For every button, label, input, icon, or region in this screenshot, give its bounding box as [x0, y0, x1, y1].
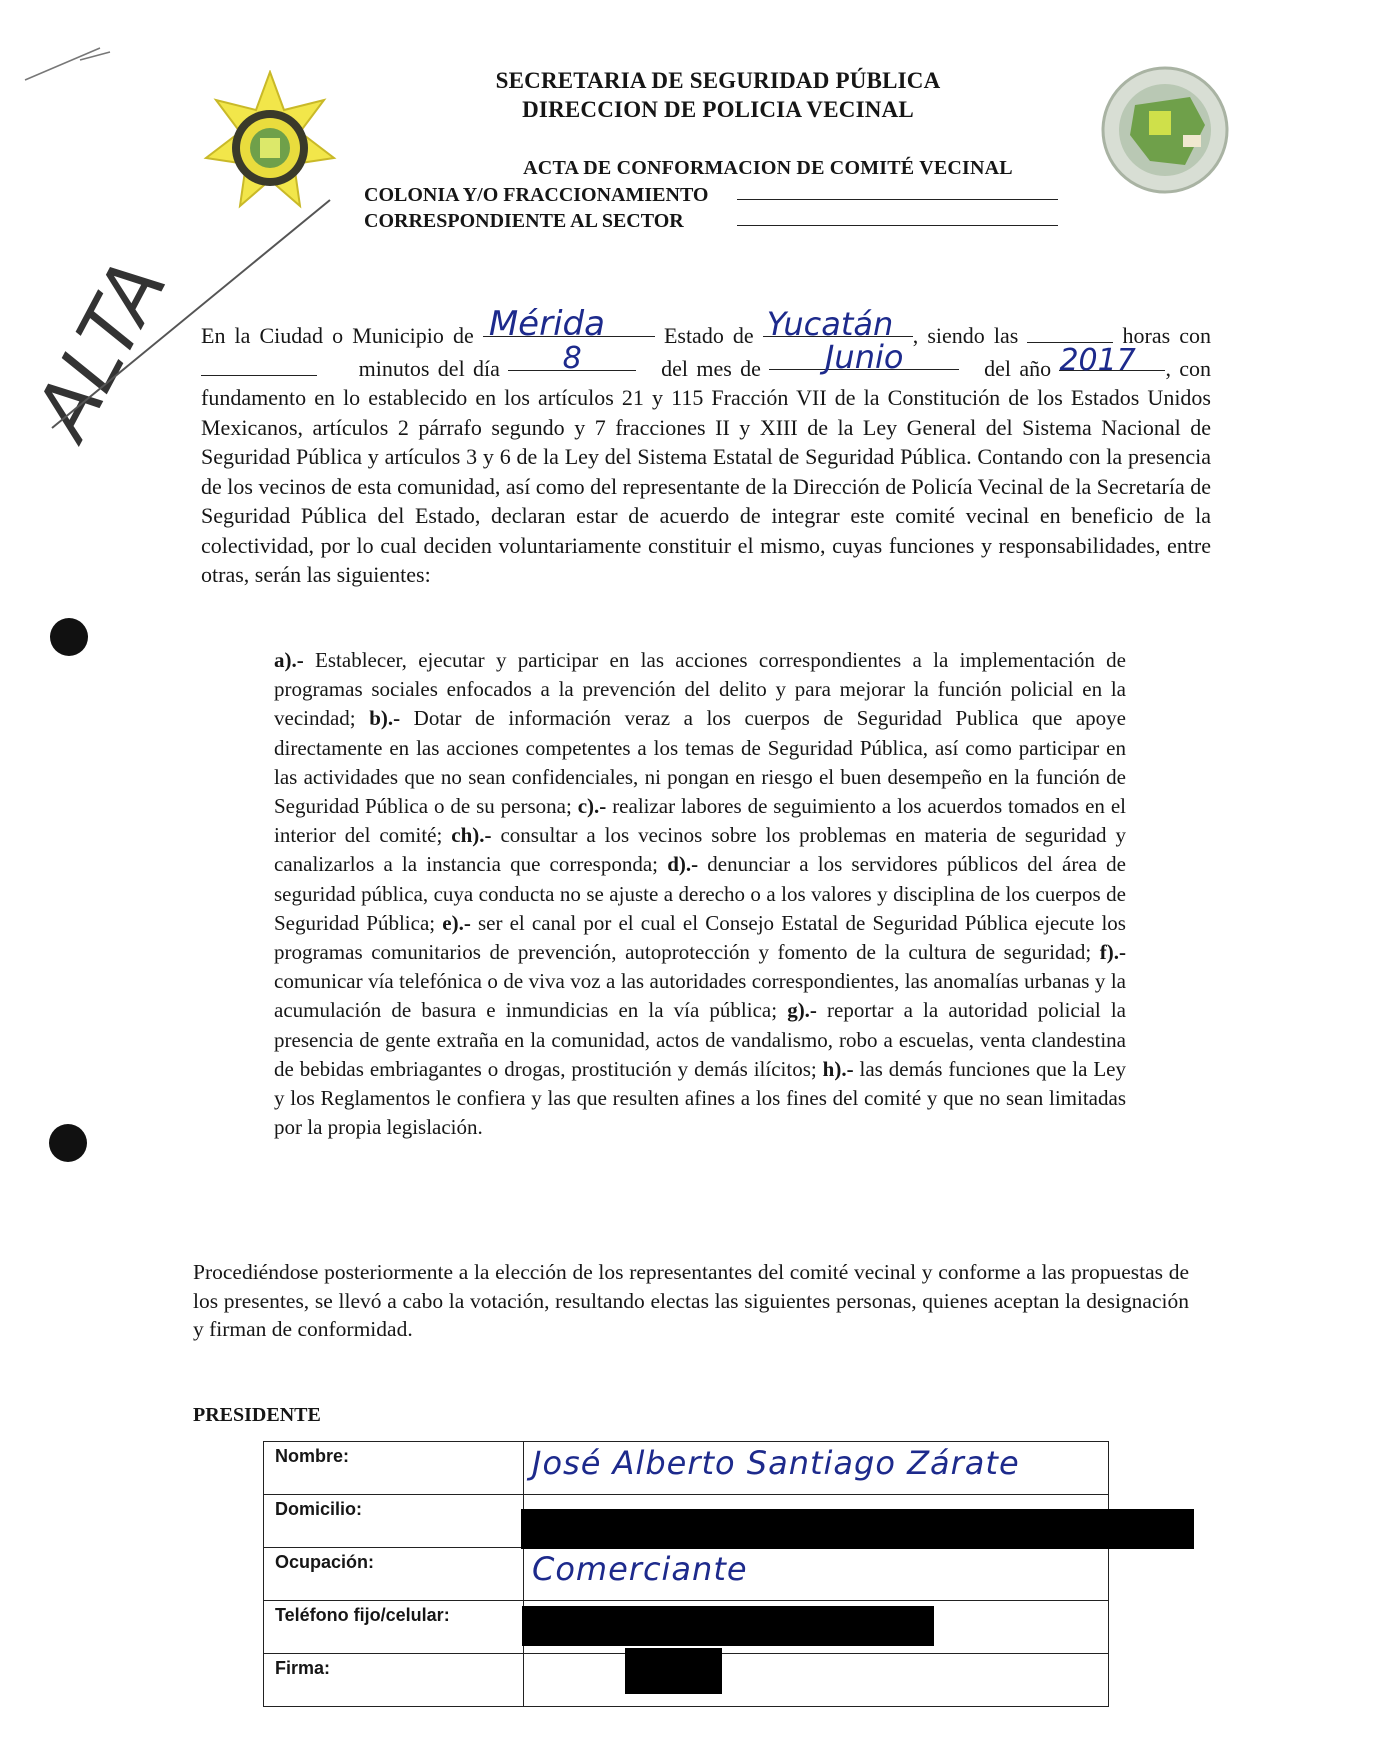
intro-text-6: del mes de [661, 355, 761, 381]
function-g-letter: g).- [787, 998, 817, 1023]
redaction-firma [625, 1648, 722, 1694]
nombre-value: José Alberto Santiago Zárate [532, 1444, 1020, 1482]
function-c-letter: c).- [577, 794, 607, 819]
header-secretaria: SECRETARIA DE SEGURIDAD PÚBLICA [495, 68, 941, 93]
acta-title: ACTA DE CONFORMACION DE COMITÉ VECINAL [523, 157, 1013, 179]
mes-value: Junio [824, 337, 904, 376]
function-c-text: realizar labores de seguimiento a los acuerdos tomados en el interior del comité; [274, 794, 1126, 848]
header-direccion: DIRECCION DE POLICIA VECINAL [522, 97, 914, 122]
function-h-text: las demás funciones que la Ley y los Reglamentos le confiera y las que resulten afines a los fines del comité y que no sean limitadas por la propia legislación. [274, 1056, 1126, 1140]
sector-label: CORRESPONDIENTE AL SECTOR [364, 210, 684, 232]
dia-value: 8 [562, 340, 582, 376]
sector-blank [737, 225, 1058, 226]
intro-text-1: En la Ciudad o Municipio de [201, 323, 474, 348]
functions-block [274, 646, 1126, 1142]
table-row [264, 1442, 1109, 1495]
function-g-text: reportar a la autoridad policial la presencia de gente extraña en la comunidad, actos de vandalismo, robo a escuelas, venta clandestina de bebidas embriagantes o drogas, prostitución y demás ilícitos; [274, 998, 1126, 1081]
colonia-blank [737, 199, 1058, 200]
function-ch-text: consultar a los vecinos sobre los problemas en materia de seguridad y canalizarlos a la instancia que corresponda; [274, 823, 1126, 877]
ocupacion-field[interactable] [524, 1548, 1109, 1601]
intro-text-8: , con fundamento en lo establecido en los artículos 21 y 115 Fracción VII de la Constitución de los Estados Unidos Mexicanos, artículos 2 párrafo segundo y 7 fracciones II y XIII de la Ley General del Sistema Nacional de Seguridad Pública y artículos 3 y 6 de la Ley del Sistema Estatal de Seguridad Pública. Contando con la presencia de los vecinos de esta comunidad, así como del representante de la Dirección de Policía Vecinal de la Secretaría de Seguridad Pública del Estado, declaran estar de acuerdo de integrar este comité vecinal en beneficio de la colectividad, por lo cual deciden voluntariamente constituir el mismo, cuyas funciones y responsabilidades, entre otras, serán las siguientes: [201, 355, 1212, 587]
firma-field[interactable] [524, 1654, 1109, 1707]
presidente-heading: PRESIDENTE [193, 1404, 321, 1426]
intro-text-4: horas con [1122, 323, 1212, 348]
firma-label: Firma: [264, 1654, 524, 1707]
estado-value: Yucatán [766, 305, 894, 343]
function-a-text: Establecer, ejecutar y participar en las acciones correspondientes a la implementación de programas sociales enfocados a la prevención del delito y para mejorar la función policial en la vecindad; [274, 648, 1126, 731]
function-a-letter: a).- [274, 648, 304, 672]
intro-text-2: Estado de [663, 323, 754, 348]
function-d-text: denunciar a los servidores públicos del área de seguridad pública, cuya conducta no se ajuste a derecho o a los valores y disciplina de los cuerpos de Seguridad Pública; [274, 852, 1126, 935]
nombre-label: Nombre: [264, 1442, 524, 1495]
function-f-text: comunicar vía telefónica o de viva voz a las autoridades correspondientes, las anomalías urbanas y la acumulación de basura e inmundicias en la vía pública; [274, 969, 1126, 1023]
function-e-text: ser el canal por el cual el Consejo Estatal de Seguridad Pública ejecute los programas comunitarios de prevención, autoprotección y fomento de la cultura de seguridad; [274, 910, 1126, 965]
punch-hole-top [50, 618, 88, 656]
redaction-telefono [522, 1606, 934, 1646]
function-h-letter: h).- [822, 1056, 854, 1081]
intro-text-3: , siendo las [912, 323, 1019, 348]
ocupacion-label: Ocupación: [264, 1548, 524, 1601]
closing-paragraph: Procediéndose posteriormente a la elección de los representantes del comité vecinal y conforme a las propuestas de los presentes, se llevó a cabo la votación, resultando electas las siguientes personas, quienes aceptan la designación y firman de conformidad. [193, 1260, 1189, 1341]
intro-text-7: del año [984, 355, 1052, 381]
redaction-domicilio [521, 1509, 1194, 1549]
intro-text-5: minutos del día [358, 355, 500, 381]
punch-hole-bottom [49, 1124, 87, 1162]
anio-value: 2017 [1059, 342, 1136, 378]
function-d-letter: d).- [667, 852, 699, 877]
intro-paragraph [201, 304, 1212, 590]
function-ch-letter: ch).- [451, 823, 492, 848]
function-b-letter: b).- [369, 706, 401, 731]
colonia-label: COLONIA Y/O FRACCIONAMIENTO [364, 184, 709, 206]
domicilio-label: Domicilio: [264, 1495, 524, 1548]
function-e-letter: e).- [442, 910, 471, 935]
function-f-letter: f).- [1099, 940, 1126, 965]
ocupacion-value: Comerciante [532, 1550, 748, 1588]
margin-note-alta: ALTA [18, 246, 185, 453]
nombre-field[interactable] [524, 1442, 1109, 1495]
municipio-value: Mérida [488, 304, 605, 344]
table-row [264, 1548, 1109, 1601]
telefono-label: Teléfono fijo/celular: [264, 1601, 524, 1654]
function-b-text: Dotar de información veraz a los cuerpos de Seguridad Publica que apoye directamente en las acciones competentes a los temas de Seguridad Pública, así como participar en las actividades que no sean confidenciales, ni pongan en riesgo el buen desempeño en la función de Seguridad Pública o de su persona; [274, 706, 1126, 819]
